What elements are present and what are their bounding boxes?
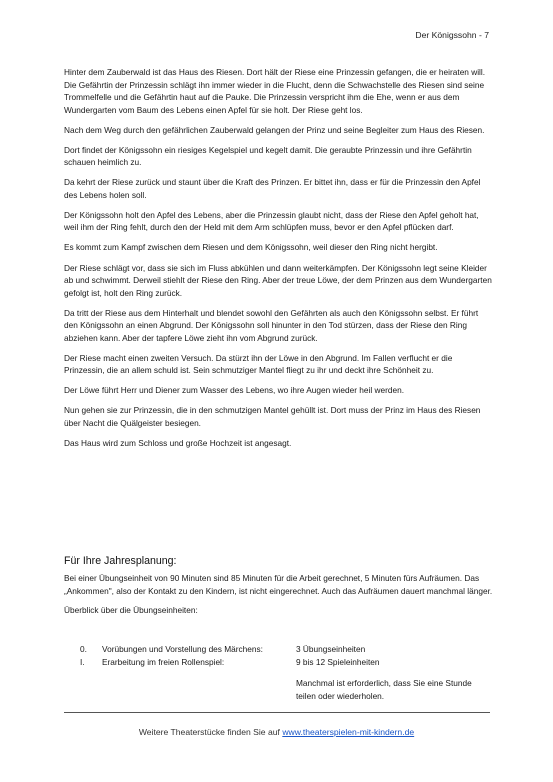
unit-list xyxy=(64,643,494,701)
story-text xyxy=(64,66,494,457)
page-footer xyxy=(0,727,553,737)
paragraph: Der Riese macht einen zweiten Versuch. Da stürzt ihn der Löwe in den Abgrund. Im Fallen verflucht er die Prinzessin, die an allem schuld ist. Sein schmutziger Mantel fliegt zu ihr und deckt ihre Schönheit zu. xyxy=(64,352,453,376)
planning-intro: Bei einer Übungseinheit von 90 Minuten sind 85 Minuten für die Arbeit gerechnet, 5 Minuten fürs Aufräumen. Das „Ankommen", also der Kontakt zu den Kindern, ist nicht eingerechnet. Auch das Aufräumen dauert manchmal länger. xyxy=(64,573,493,596)
planning-section xyxy=(64,572,494,624)
paragraph: Da tritt der Riese aus dem Hinterhalt und blendet sowohl den Gefährten als auch den Königssohn selbst. Er führt den Königssohn an einen Abgrund. Der Königssohn soll hinunter in den Tod stürzen, dass der Riese den Ring abziehen kann. Aber der tapfere Löwe zieht ihn vom Abgrund zurück. xyxy=(64,307,479,343)
list-label: Erarbeitung im freien Rollenspiel: xyxy=(102,656,225,667)
planning-note: Manchmal ist erforderlich, dass Sie eine Stunde teilen oder wiederholen. xyxy=(296,678,472,701)
paragraph: Hinter dem Zauberwald ist das Haus des Riesen. Dort hält der Riese eine Prinzessin gefangen, die er heiraten will. Die Gefährtin der Prinzessin schlägt ihn immer wieder in die Flucht, denn die Schwachstelle des Riesen sind seine Trommelfelle und die Gefährtin haut auf die Pauke. Die Prinzessin verspricht ihm die Ehe, wenn er aus dem Wundergarten vom Baum des Lebens einen Apfel für sie holt. Der Riese geht los. xyxy=(64,67,486,115)
paragraph: Nun gehen sie zur Prinzessin, die in den schmutzigen Mantel gehüllt ist. Dort muss der Prinz im Haus des Riesen über Nacht die Quälgeister besiegen. xyxy=(64,405,481,428)
footer-divider xyxy=(64,712,490,713)
list-label: Vorübungen und Vorstellung des Märchens: xyxy=(102,644,263,654)
paragraph: Da kehrt der Riese zurück und staunt über die Kraft des Prinzen. Er bittet ihn, dass er für die Prinzessin den Apfel des Lebens holen soll. xyxy=(64,177,481,200)
paragraph: Es kommt zum Kampf zwischen dem Riesen und dem Königssohn, weil dieser den Ring nicht hergibt. xyxy=(64,242,438,253)
website-link[interactable]: www.theaterspielen-mit-kindern.de xyxy=(282,727,415,737)
footer-text: Weitere Theaterstücke finden Sie auf xyxy=(138,727,283,737)
list-value: 9 bis 12 Spieleinheiten xyxy=(296,656,380,667)
paragraph: Der Löwe führt Herr und Diener zum Wasser des Lebens, wo ihre Augen wieder heil werden. xyxy=(64,385,405,396)
paragraph: Dort findet der Königssohn ein riesiges Kegelspiel und kegelt damit. Die geraubte Prinzessin und ihre Gefährtin schauen heimlich zu. xyxy=(64,144,472,168)
list-item xyxy=(64,643,494,656)
paragraph: Der Königssohn holt den Apfel des Lebens, aber die Prinzessin glaubt nicht, dass der Riese den Apfel geholt hat, weil ihm der Ring fehlt, durch den der Held mit dem Arm schlüpfen muss, bevor er den Apfel pflücken darf. xyxy=(64,209,479,233)
paragraph: Der Riese schlägt vor, dass sie sich im Fluss abkühlen und dann weiterkämpfen. Der Königssohn legt seine Kleider ab und schwimmt. Derweil stiehlt der Riese den Ring. Aber der treue Löwe, der dem Prinzen aus dem Wundergarten gefolgt ist, holt den Ring zurück. xyxy=(64,262,492,298)
list-value: 3 Übungseinheiten xyxy=(296,644,366,654)
list-item xyxy=(64,656,494,669)
overview-label: Überblick über die Übungseinheiten: xyxy=(64,605,198,615)
page-header: Der Königssohn - 7 xyxy=(415,30,489,40)
list-number: 0. xyxy=(80,644,87,654)
section-title: Für Ihre Jahresplanung: xyxy=(64,555,177,567)
paragraph: Das Haus wird zum Schloss und große Hochzeit ist angesagt. xyxy=(64,438,292,449)
list-number: I. xyxy=(80,656,85,667)
paragraph: Nach dem Weg durch den gefährlichen Zauberwald gelangen der Prinz und seine Begleiter zum Haus des Riesen. xyxy=(64,124,485,135)
